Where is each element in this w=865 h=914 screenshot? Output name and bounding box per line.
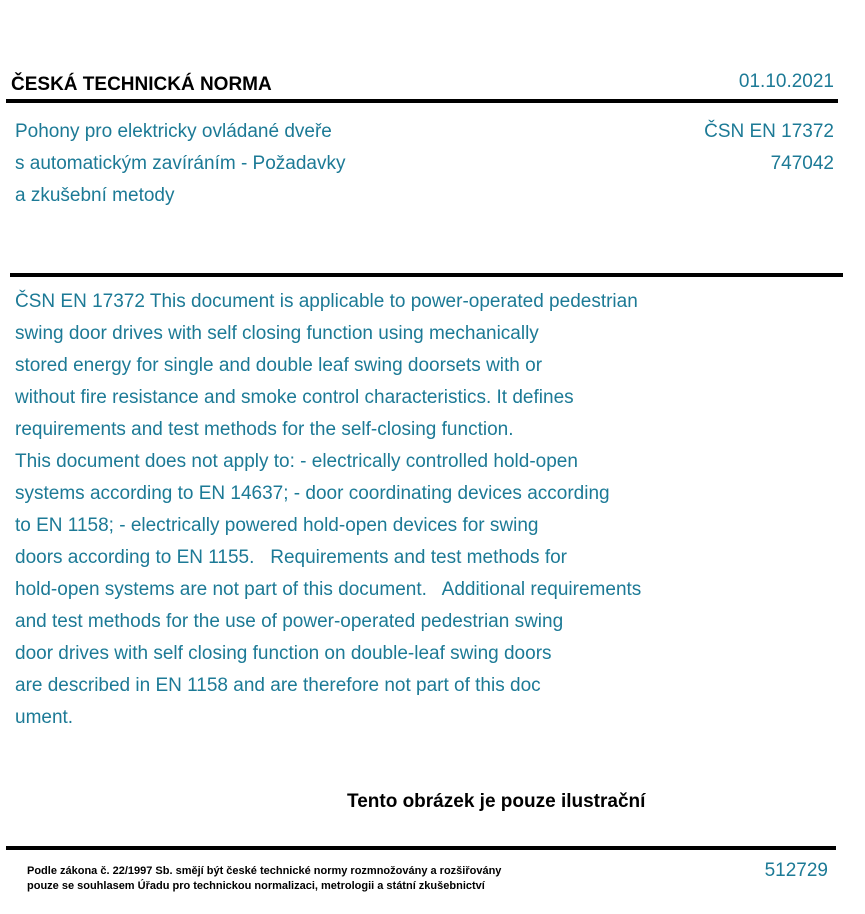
abstract-line: swing door drives with self closing function using mechanically <box>15 323 539 344</box>
abstract-text <box>15 286 735 734</box>
standard-title <box>15 116 435 212</box>
standard-class-code: 747042 <box>770 153 834 174</box>
standard-designation: ČSN EN 17372 <box>704 121 834 142</box>
legal-notice-line: pouze se souhlasem Úřadu pro technickou normalizaci, metrologii a státní zkušebnictví <box>27 880 485 892</box>
footer-divider <box>6 846 836 850</box>
abstract-line: systems according to EN 14637; - door coordinating devices according <box>15 483 610 504</box>
legal-notice-line: Podle zákona č. 22/1997 Sb. smějí být české technické normy rozmnožovány a rozšiřovány <box>27 865 502 877</box>
abstract-line: This document does not apply to: - electrically controlled hold-open <box>15 451 578 472</box>
page-title: ČESKÁ TECHNICKÁ NORMA <box>11 74 272 95</box>
section-divider <box>10 273 843 277</box>
abstract-line: are described in EN 1158 and are therefore not part of this doc <box>15 675 541 696</box>
abstract-line: without fire resistance and smoke control characteristics. It defines <box>15 387 574 408</box>
abstract-line: stored energy for single and double leaf swing doorsets with or <box>15 355 543 376</box>
abstract-line: to EN 1158; - electrically powered hold-open devices for swing <box>15 515 539 536</box>
header-divider <box>6 99 838 103</box>
abstract-line: and test methods for the use of power-operated pedestrian swing <box>15 611 564 632</box>
standard-title-line: s automatickým zavíráním - Požadavky <box>15 153 346 174</box>
legal-notice <box>27 864 501 894</box>
standard-title-line: a zkušební metody <box>15 185 175 206</box>
illustration-note: Tento obrázek je pouze ilustrační <box>347 791 646 812</box>
abstract-line: hold-open systems are not part of this document. Additional requirements <box>15 579 642 600</box>
abstract-line: ČSN EN 17372 This document is applicable to power-operated pedestrian <box>15 291 638 312</box>
issue-date: 01.10.2021 <box>738 71 834 92</box>
abstract-line: doors according to EN 1155. Requirements and test methods for <box>15 547 568 568</box>
abstract-line: requirements and test methods for the self-closing function. <box>15 419 514 440</box>
abstract-line: door drives with self closing function on double-leaf swing doors <box>15 643 552 664</box>
standard-meta <box>704 116 834 180</box>
abstract-line: ument. <box>15 707 74 728</box>
document-number: 512729 <box>764 860 828 881</box>
standard-title-line: Pohony pro elektricky ovládané dveře <box>15 121 332 142</box>
